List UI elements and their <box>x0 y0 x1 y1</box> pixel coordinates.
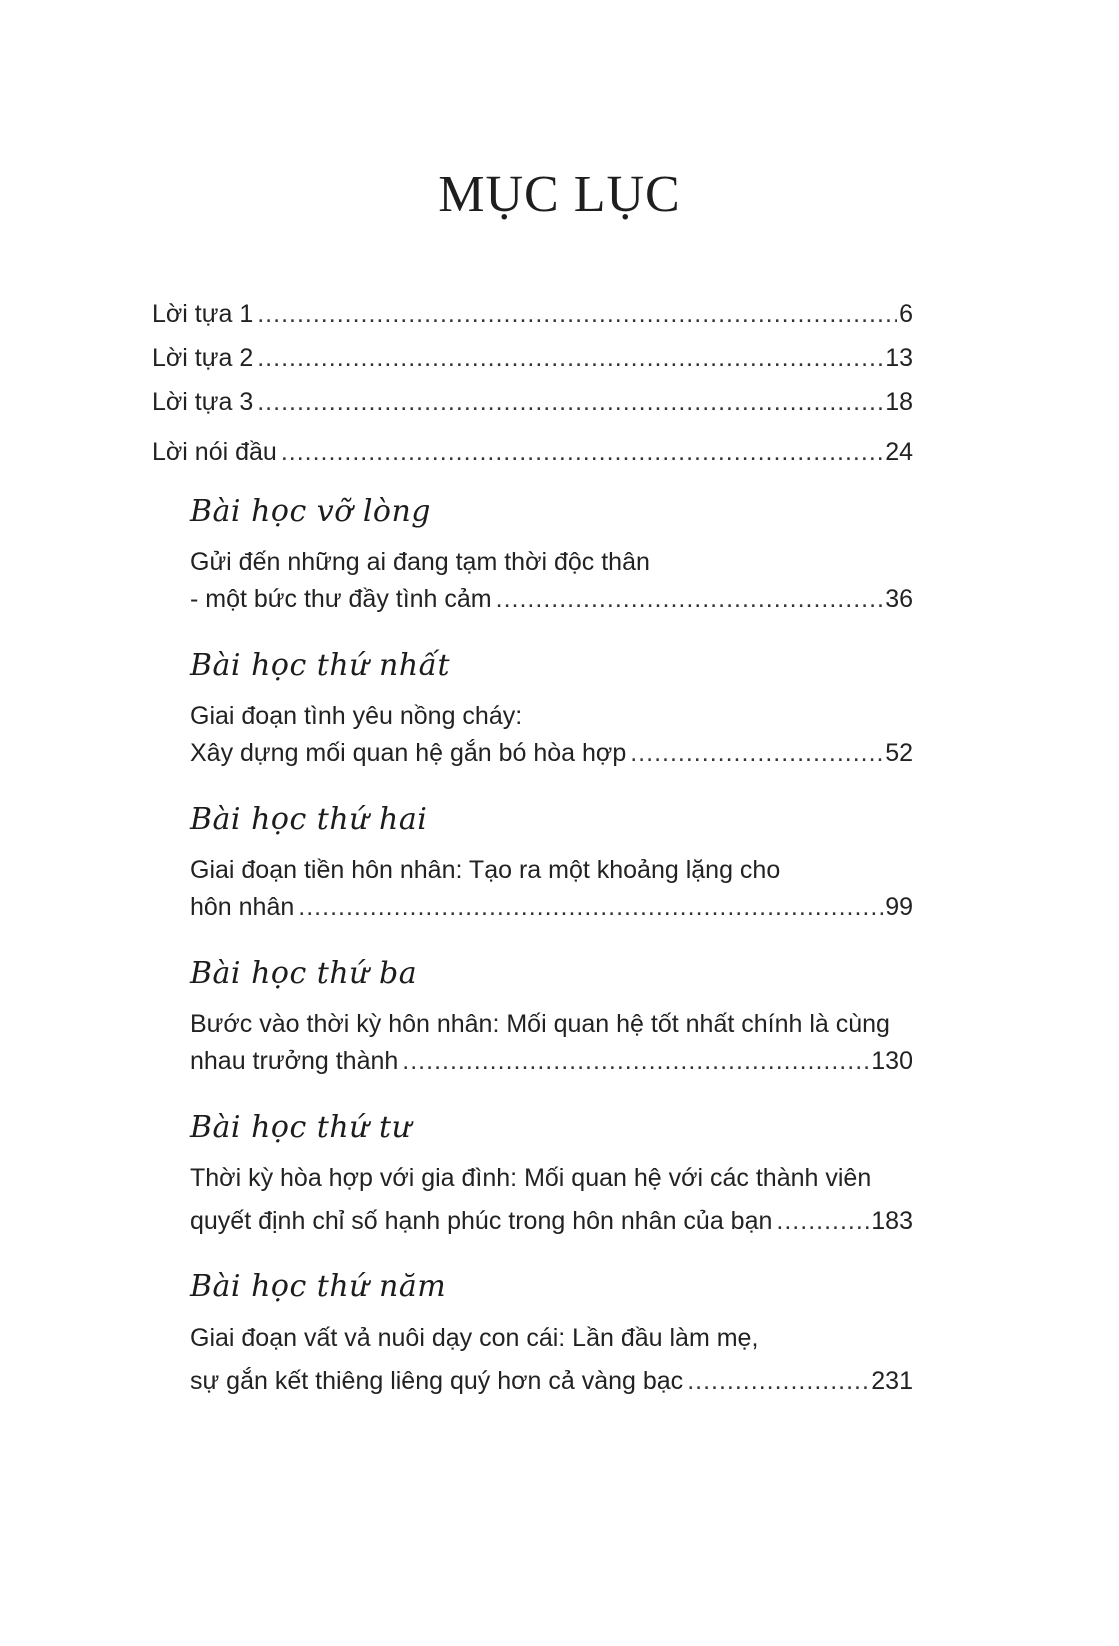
leader-dots <box>257 390 883 415</box>
leader-dots <box>257 302 897 327</box>
toc-entry-label: - một bức thư đầy tình cảm <box>190 585 492 613</box>
leader-dots <box>298 895 883 920</box>
leader-dots <box>402 1049 869 1074</box>
leader-dots <box>281 440 883 465</box>
page-title: MỤC LỤC <box>438 166 681 223</box>
leader-dots <box>776 1209 869 1234</box>
toc-entry-title-line[interactable]: Giai đoạn vất vả nuôi dạy con cái: Lần đầu làm mẹ, <box>190 1324 759 1352</box>
toc-entry-lesson-2[interactable] <box>190 895 913 920</box>
toc-page-number: 24 <box>885 438 913 466</box>
toc-entry-label: Lời tựa 3 <box>152 388 254 416</box>
toc-entry-lesson-0[interactable] <box>190 587 913 612</box>
leader-dots <box>687 1369 869 1394</box>
toc-entry-title-line[interactable]: Thời kỳ hòa hợp với gia đình: Mối quan hệ với các thành viên <box>190 1164 872 1192</box>
lesson-heading: Bài học thứ năm <box>190 1269 447 1304</box>
toc-entry-label: sự gắn kết thiêng liêng quý hơn cả vàng bạc <box>190 1367 684 1395</box>
toc-entry-preface-1[interactable] <box>152 302 913 327</box>
toc-entry-label: Lời nói đầu <box>152 438 277 466</box>
toc-entry-label: nhau trưởng thành <box>190 1047 399 1075</box>
toc-entry-introduction[interactable] <box>152 440 913 465</box>
toc-entry-lesson-5[interactable] <box>190 1369 913 1394</box>
leader-dots <box>630 741 883 766</box>
toc-page-number: 99 <box>885 893 913 921</box>
toc-page-number: 130 <box>871 1047 913 1075</box>
leader-dots <box>257 346 883 371</box>
toc-entry-lesson-1[interactable] <box>190 741 913 766</box>
toc-page-number: 13 <box>885 344 913 372</box>
toc-page-number: 52 <box>885 739 913 767</box>
toc-entry-lesson-4[interactable] <box>190 1209 913 1234</box>
toc-entry-title-line[interactable]: Bước vào thời kỳ hôn nhân: Mối quan hệ tốt nhất chính là cùng <box>190 1010 890 1038</box>
lesson-heading: Bài học thứ ba <box>190 956 418 991</box>
toc-entry-title-line[interactable]: Giai đoạn tình yêu nồng cháy: <box>190 702 523 730</box>
toc-page-number: 18 <box>885 388 913 416</box>
toc-entry-label: Lời tựa 2 <box>152 344 254 372</box>
toc-entry-title-line[interactable]: Gửi đến những ai đang tạm thời độc thân <box>190 548 650 576</box>
leader-dots <box>496 587 884 612</box>
toc-entry-lesson-3[interactable] <box>190 1049 913 1074</box>
lesson-heading: Bài học vỡ lòng <box>190 494 432 529</box>
toc-entry-label: Xây dựng mối quan hệ gắn bó hòa hợp <box>190 739 627 767</box>
toc-entry-label: hôn nhân <box>190 893 295 921</box>
toc-page-number: 6 <box>899 300 913 328</box>
lesson-heading: Bài học thứ nhất <box>190 648 451 683</box>
toc-entry-preface-3[interactable] <box>152 390 913 415</box>
toc-entry-label: Lời tựa 1 <box>152 300 254 328</box>
toc-entry-preface-2[interactable] <box>152 346 913 371</box>
toc-page-number: 231 <box>871 1367 913 1395</box>
toc-entry-title-line[interactable]: Giai đoạn tiền hôn nhân: Tạo ra một khoảng lặng cho <box>190 856 781 884</box>
lesson-heading: Bài học thứ tư <box>190 1110 412 1145</box>
toc-entry-label: quyết định chỉ số hạnh phúc trong hôn nhân của bạn <box>190 1207 773 1235</box>
toc-page-number: 183 <box>871 1207 913 1235</box>
lesson-heading: Bài học thứ hai <box>190 802 428 837</box>
toc-page-number: 36 <box>885 585 913 613</box>
